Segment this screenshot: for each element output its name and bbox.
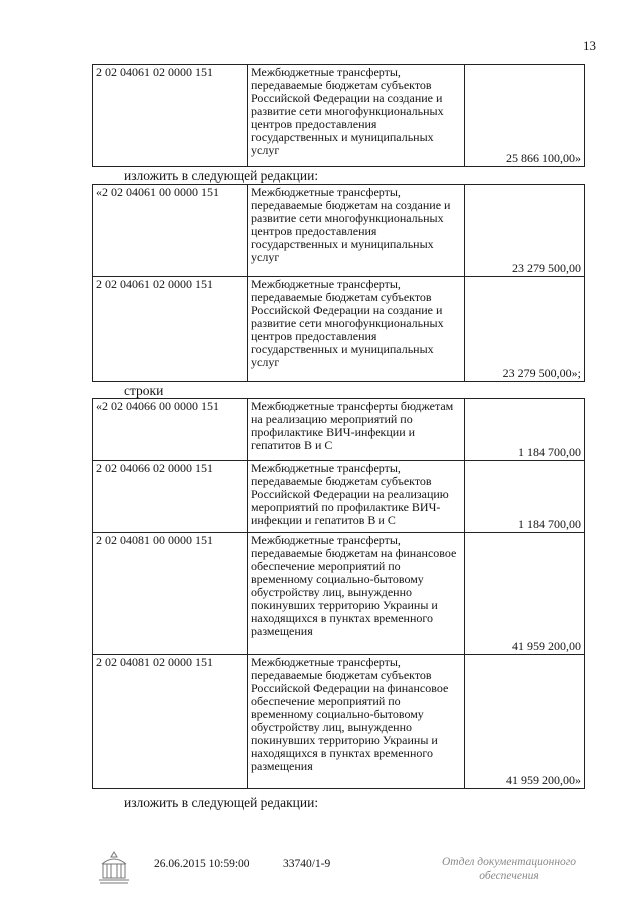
budget-amount: 25 866 100,00»: [465, 65, 585, 167]
caption-edit-1: изложить в следующей редакции:: [124, 168, 319, 183]
budget-code: 2 02 04081 02 0000 151: [93, 655, 248, 789]
budget-description: Межбюджетные трансферты, передаваемые бюджетам субъектов Российской Федерации на финансовое обеспечение мероприятий по временному социально-бытовому обустройству лиц, вынужденно покинувших территорию Украины и находящихся в пунктах временного размещения: [248, 655, 465, 789]
budget-description: Межбюджетные трансферты бюджетам на реализацию мероприятий по профилактике ВИЧ-инфекции и гепатитов В и С: [248, 399, 465, 461]
budget-amount: 41 959 200,00»: [465, 655, 585, 789]
budget-table-3: [92, 398, 585, 789]
budget-table-1: [92, 64, 585, 167]
budget-amount: 23 279 500,00»;: [465, 277, 585, 382]
table-row: [93, 277, 585, 382]
budget-code: 2 02 04066 02 0000 151: [93, 461, 248, 533]
budget-amount: 23 279 500,00: [465, 185, 585, 277]
budget-description: Межбюджетные трансферты, передаваемые бюджетам субъектов Российской Федерации на создание и развитие сети многофункциональных центров предоставления государственных и муниципальных услуг: [248, 277, 465, 382]
caption-rows: строки: [124, 383, 164, 398]
budget-amount: 41 959 200,00: [465, 533, 585, 655]
budget-code: 2 02 04061 02 0000 151: [93, 277, 248, 382]
footer-date: 26.06.2015 10:59:00: [154, 858, 250, 870]
budget-code: 2 02 04081 00 0000 151: [93, 533, 248, 655]
department-stamp: [442, 855, 576, 883]
budget-description: Межбюджетные трансферты, передаваемые бюджетам на создание и развитие сети многофункциональных центров предоставления государственных и муниципальных услуг: [248, 185, 465, 277]
caption-edit-2: изложить в следующей редакции:: [124, 795, 319, 810]
table-row: [93, 461, 585, 533]
table-row: [93, 399, 585, 461]
table-row: [93, 185, 585, 277]
page-number: 13: [583, 38, 596, 53]
budget-description: Межбюджетные трансферты, передаваемые бюджетам на финансовое обеспечение мероприятий по временному социально-бытовому обустройству лиц, вынужденно покинувших территорию Украины и находящихся в пунктах временного размещения: [248, 533, 465, 655]
table-row: [93, 533, 585, 655]
budget-table-2: [92, 184, 585, 382]
stamp-line-1: Отдел документационного: [442, 856, 577, 868]
budget-description: Межбюджетные трансферты, передаваемые бюджетам субъектов Российской Федерации на создание и развитие сети многофункциональных центров предоставления государственных и муниципальных услуг: [248, 65, 465, 167]
budget-amount: 1 184 700,00: [465, 461, 585, 533]
footer-doc-number: 33740/1-9: [283, 858, 331, 870]
emblem-icon: [96, 850, 132, 888]
budget-amount: 1 184 700,00: [465, 399, 585, 461]
stamp-line-2: обеспечения: [479, 870, 539, 882]
budget-code: 2 02 04061 02 0000 151: [93, 65, 248, 167]
budget-code: «2 02 04061 00 0000 151: [93, 185, 248, 277]
table-row: [93, 655, 585, 789]
table-row: [93, 65, 585, 167]
budget-code: «2 02 04066 00 0000 151: [93, 399, 248, 461]
budget-description: Межбюджетные трансферты, передаваемые бюджетам субъектов Российской Федерации на реализацию мероприятий по профилактике ВИЧ-инфекции и гепатитов В и С: [248, 461, 465, 533]
